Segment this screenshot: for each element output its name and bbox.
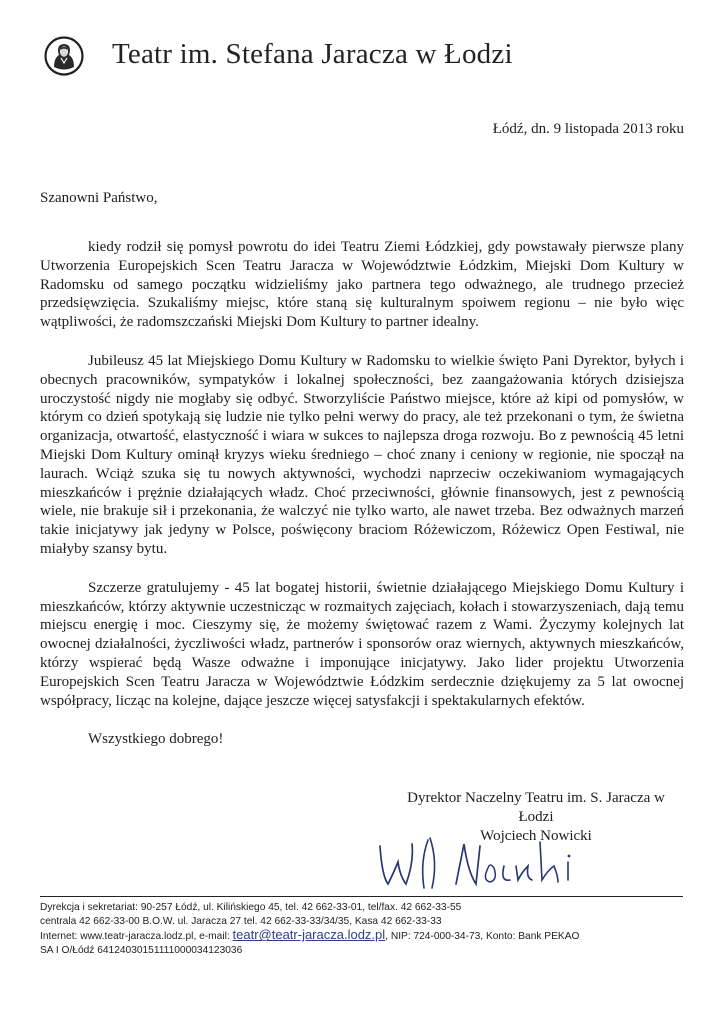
organization-title: Teatr im. Stefana Jaracza w Łodzi: [112, 38, 513, 70]
paragraph-1: kiedy rodził się pomysł powrotu do idei Teatru Ziemi Łódzkiej, gdy powstawały pierwsze plany Utworzenia Europejskich Scen Teatru Jaracza w Województwie Łódzkim, Miejski Dom Kultury w Radomsku od samego początku widzieliśmy jako partnera tego odważnego, ale trudnego przecież przedsięwzięcia. Szukaliśmy miejsc, które staną się kulturalnym spoiwem regionu – nie było więc wątpliwości, że radomszczański Miejski Dom Kultury to partner idealny.: [40, 239, 684, 331]
footer-divider: [40, 896, 683, 897]
signer-name: Wojciech Nowicki: [480, 828, 592, 844]
closing-line: Wszystkiego dobrego!: [88, 731, 224, 748]
letter-date: Łódź, dn. 9 listopada 2013 roku: [492, 121, 684, 137]
salutation: Szanowni Państwo,: [40, 190, 158, 206]
handwritten-signature: [372, 832, 602, 894]
footer-address-line: Dyrekcja i sekretariat: 90-257 Łódź, ul. Kilińskiego 45, tel. 42 662-33-01, tel/fax. 42 662-33-55: [40, 902, 462, 913]
paragraph-3: Szczerze gratulujemy - 45 lat bogatej historii, świetnie działającego Miejskiego Domu Kultury i mieszkańców, którzy aktywnie uczestnicząc w rozmaitych zajęciach, kołach i stowarzyszeniach, dają temu miejscu energię i moc. Cieszymy się, że możemy świętować razem z Wami. Życzymy kolejnych lat owocnej działalności, życzliwości władz, partnerów i sponsorów oraz wiernych, aktywnych mieszkańców, którzy wspierać będą Wasze odważne i imponujące inicjatywy. Jako lider projektu Utworzenia Europejskich Scen Teatru Jaracza w Województwie Łódzkim serdecznie dziękujemy za 5 lat owocnej współpracy, licząc na kolejne, dające jeszcze więcej satysfakcji i spektakularnych efektów.: [40, 579, 684, 709]
footer-nip-account: , NIP: 724-000-34-73, Konto: Bank PEKAO: [385, 931, 580, 943]
footer-internet-label: Internet: www.teatr-jaracza.lodz.pl, e-mail:: [40, 931, 233, 943]
footer-bank-line: SA I O/Łódź 64124030151111000034123036: [40, 944, 243, 956]
email-link[interactable]: teatr@teatr-jaracza.lodz.pl: [232, 927, 386, 943]
paragraph-2: Jubileusz 45 lat Miejskiego Domu Kultury w Radomsku to wielkie święto Pani Dyrektor, byłych i obecnych pracowników, sympatyków i lokalnej społeczności, bez zaangażowania których dzisiejsza uroczystość nigdy nie mogłaby się odbyć. Stworzyliście Państwo miejsce, które aż kipi od pomysłów, w którym co dzień spotykają się ludzie nie tylko pełni werwy do pracy, ale też przekonani o tym, że świetna organizacja, otwartość, elastyczność i wiara w sukces to najlepsza droga rozwoju. Bo z pewnością 45 letni Miejski Dom Kultury ominął kryzys wieku średniego – choć znany i ceniony w regionie, nie spoczął na laurach. Wciąż szuka się tu nowych aktywności, wychodzi naprzeciw oczekiwaniom wymagających mieszkańców i prężnie działających władz. Choć przeciwności, głównie finansowych, jest z pewnością wiele, nie brakuje sił i przekonania, że walczyć nie tylko warto, ale nawet trzeba. Bez odważnych marzeń takie inicjatywy jak jedyny w Polsce, poświęcony braciom Różewiczom, Różewicz Open Festiwal, nie miałyby szansy bytu.: [40, 352, 684, 557]
theatre-portrait-logo-icon: [44, 36, 84, 76]
letterhead-footer: [40, 901, 690, 957]
signer-title: Dyrektor Naczelny Teatru im. S. Jaracza w Łodzi: [407, 790, 665, 825]
letter-body: [40, 238, 684, 769]
footer-phone-line: centrala 42 662-33-00 B.O.W. ul. Jaracza 27 tel. 42 662-33-33/34/35, Kasa 42 662-33-33: [40, 915, 442, 927]
footer-contact-line: [40, 928, 690, 944]
